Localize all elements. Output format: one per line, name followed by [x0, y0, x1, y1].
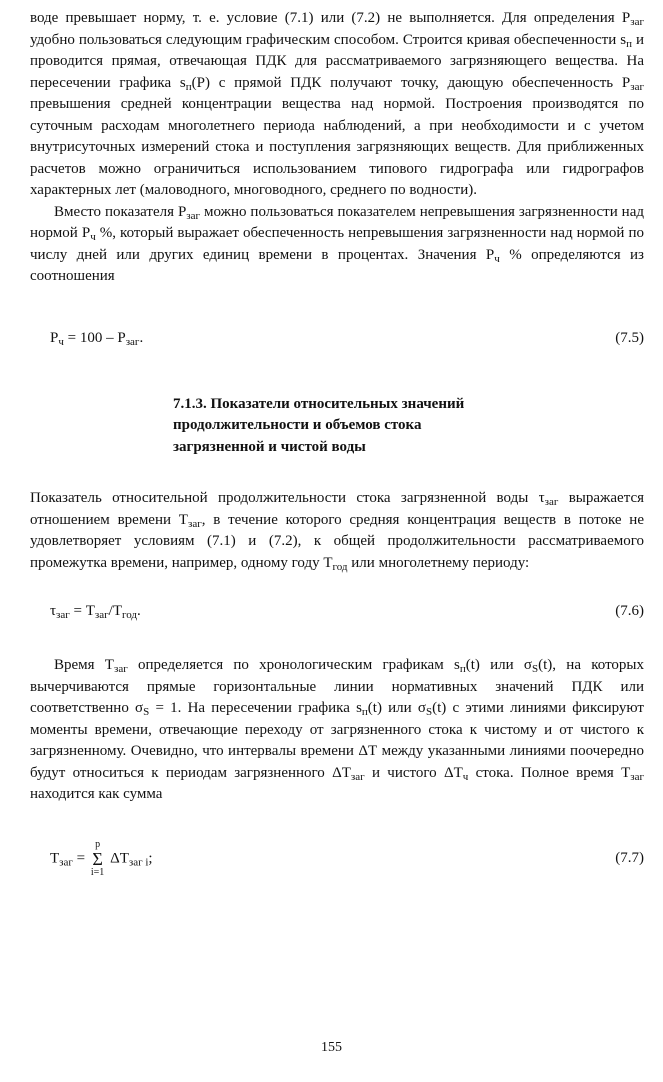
paragraph: Время $Т_{заг}$ определяется по хронологическим графикам $s_п(t)$ или $\sigma_S(t)$, на которых вычерчиваются прямые горизонтальные линии нормативных значений ПДК или соответственно $\sigma_S = 1$. На пересечении графика $s_п(t)$ или $\sigma_S(t)$ с этими линиями фиксируют моменты времени, отвечающие переходу от загрязненного стока к чистому и от чистого к загрязненному. Очевидно, что интервалы времени ΔТ между указанными линиями поочередно будут относиться к периодам загрязненного $\Delta Т_{заг}$ и чистого $\Delta Т_ч$ стока. Полное время $Т_{заг}$ находится как сумма [30, 657, 645, 802]
equation-7-7 [30, 836, 644, 882]
page-number: 155 [321, 1040, 342, 1055]
section-heading-line: загрязненной и чистой воды [173, 438, 366, 455]
equation-7-5 [30, 328, 644, 352]
paragraph: Вместо показателя $Р_{заг}$ можно пользоваться показателем непревышения загрязненности над нормой $Р_ч$ %, который выражает обеспеченность непревышения загрязненности над нормой по числу дней или других единиц времени в процентах. Значения $Р_ч$ % определяются из соотношения [30, 203, 644, 284]
equation-formula: $\tau_{заг} = Т_{заг}/Т_{год}$. [50, 603, 141, 621]
equation-number: (7.5) [615, 329, 644, 346]
paragraph: воде превышает норму, т. е. условие (7.1) или (7.2) не выполняется. Для определения $Р_{заг}$ удобно пользоваться следующим графическим способом. Строится кривая обеспеченности $s_п$ и проводится прямая, отвечающая ПДК для рассматриваемого загрязняющего вещества. На пересечении графика $s_п(Р)$ с прямой ПДК получают точку, дающую обеспеченность $Р_{заг}$ превышения средней концентрации вещества над нормой. Построения производятся по суточным расходам многолетнего периода наблюдений, а при необходимости и с учетом внутрисуточных измерений стока и поступления загрязняющих веществ. Для приближенных расчетов можно ограничиться использованием типового гидрографа или гидрографов характерных лет (маловодного, многоводного, среднего по водности). [30, 10, 644, 198]
equation-formula: $Т_{заг}$ = p Σ i=1 $\Delta Т_{заг i}$; [50, 838, 153, 878]
summation-sign: p Σ i=1 [90, 838, 105, 878]
document-page [30, 8, 644, 882]
section-heading-line: 7.1.3. Показатели относительных значений [173, 395, 465, 412]
equation-7-6 [30, 601, 644, 625]
section-heading [173, 394, 644, 459]
paragraph: Показатель относительной продолжительности стока загрязненной воды $\tau_{заг}$ выражается отношением времени $Т_{заг}$, в течение которого средняя концентрация веществ в потоке не удовлетворяет условиям (7.1) и (7.2), к общей продолжительности рассматриваемого промежутка времени, например, одному году $Т_{год}$ или многолетнему периоду: [30, 490, 644, 573]
equation-number: (7.7) [615, 849, 644, 866]
section-heading-line: продолжительности и объемов стока [173, 417, 422, 433]
equation-formula: $Р_ч = 100 - Р_{заг}$. [50, 329, 144, 348]
equation-number: (7.6) [615, 603, 644, 619]
